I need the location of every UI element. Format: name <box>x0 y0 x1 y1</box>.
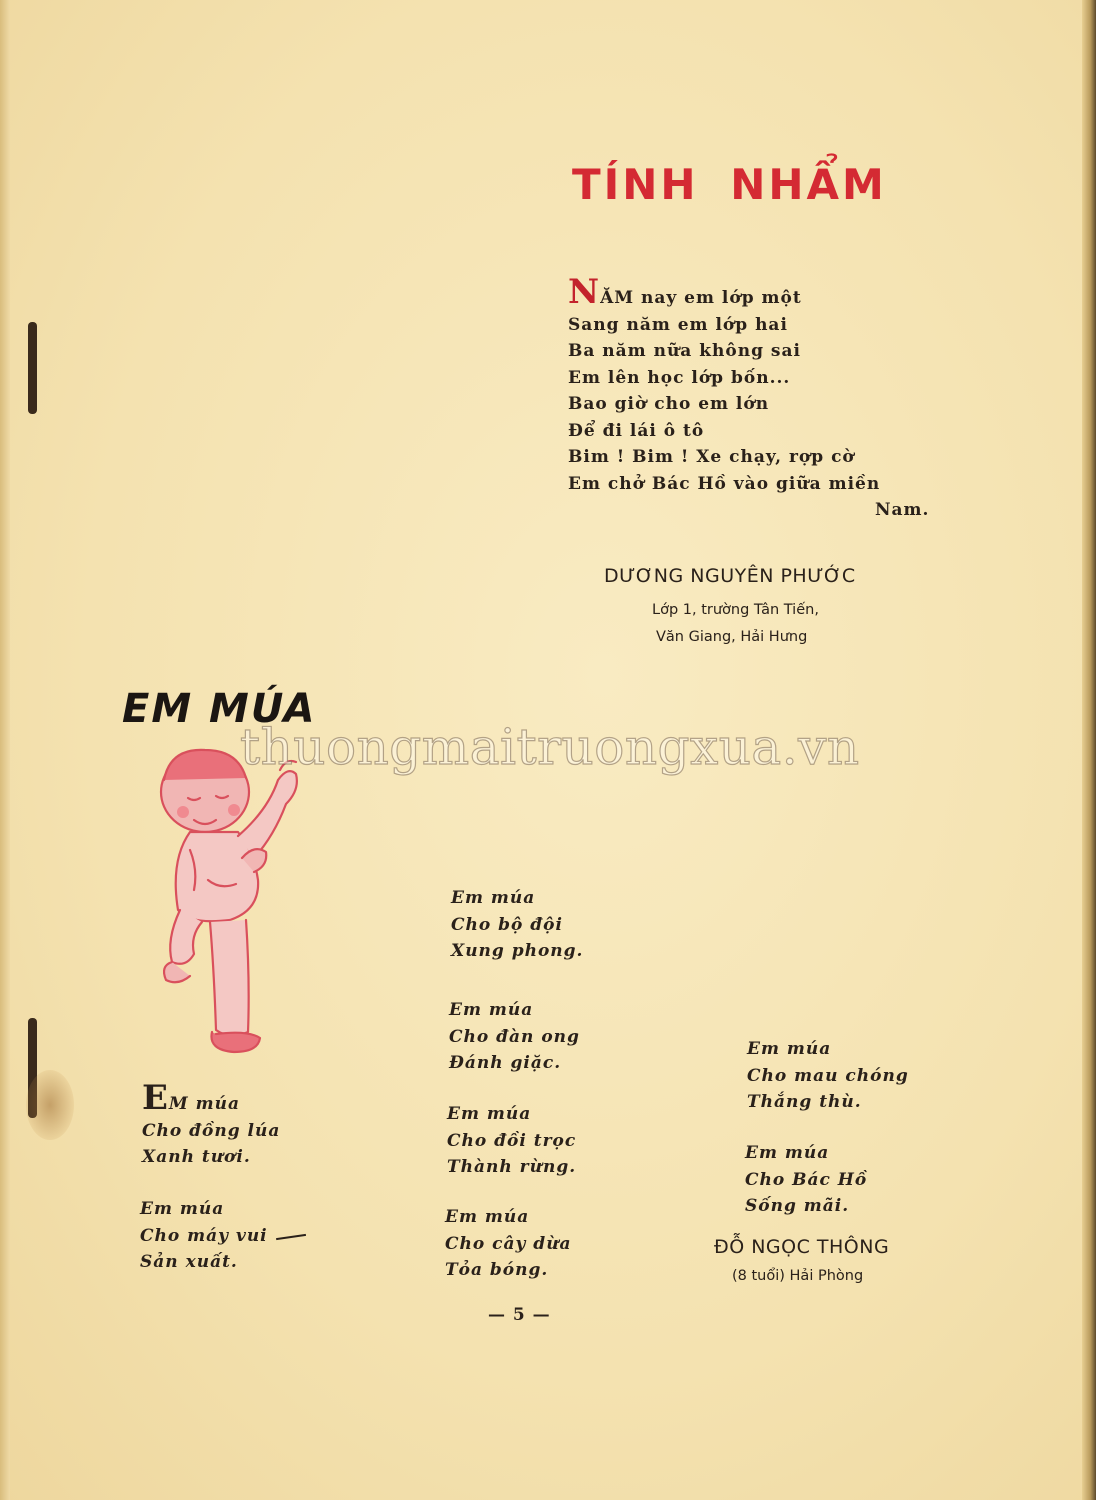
poem2-first-line: M múa <box>168 1094 241 1114</box>
poem1-line: Bao giờ cho em lớn <box>568 394 770 414</box>
poem2-line: Sống mãi. <box>745 1196 850 1216</box>
poem1-title: TÍNH NHẨM <box>572 160 887 209</box>
poem1-line <box>568 272 929 312</box>
poem1-author: DƯƠNG NGUYÊN PHƯỚC <box>604 565 856 587</box>
poem2-line: Em múa <box>447 1104 532 1124</box>
binding-staple-top <box>28 322 37 414</box>
poem2-line: Cho đàn ong <box>449 1026 580 1047</box>
poem1-last-word: Nam. <box>875 500 930 520</box>
page-right-edge <box>1082 0 1096 1500</box>
poem2-line: Thắng thù. <box>747 1092 862 1112</box>
poem1-body <box>568 272 930 524</box>
paper-stain <box>26 1070 74 1140</box>
poem2-line: Em múa <box>140 1199 225 1219</box>
poem2-line: Em múa <box>747 1039 832 1059</box>
poem2-stanza <box>449 997 580 1077</box>
poem2-line: Cho đồng lúa <box>142 1120 281 1141</box>
poem1-author-note <box>652 597 819 651</box>
poem2-line: Đánh giặc. <box>449 1053 562 1073</box>
poem2-title: EM MÚA <box>122 686 317 732</box>
poem2-author: ĐỖ NGỌC THÔNG <box>714 1236 890 1258</box>
poem2-stanza <box>140 1196 268 1276</box>
poem2-line: Cho cây dừa <box>445 1233 572 1254</box>
poem1-author-place: Văn Giang, Hải Hưng <box>656 629 808 645</box>
poem1-line: Để đi lái ô tô <box>568 420 705 441</box>
poem2-stanza <box>451 885 583 965</box>
poem2-line: Em múa <box>451 888 536 908</box>
poem1-line: Ba năm nữa không sai <box>568 341 801 361</box>
poem1-first-line: ĂM nay em lớp một <box>600 288 802 308</box>
poem2-stanza <box>745 1140 867 1220</box>
poem2-line: Em múa <box>449 1000 534 1020</box>
poem2-stanza <box>747 1036 909 1116</box>
poem1-line: Sang năm em lớp hai <box>568 314 788 335</box>
poem2-dropcap: E <box>142 1078 169 1118</box>
poem2-line: Xung phong. <box>451 941 584 961</box>
poem1-line: Bim ! Bim ! Xe chạy, rợp cờ <box>568 447 855 467</box>
poem1-line: Em lên học lớp bốn... <box>568 367 791 388</box>
poem2-line: Sản xuất. <box>140 1252 238 1272</box>
page-left-edge <box>0 0 10 1500</box>
poem2-stanza <box>447 1101 576 1181</box>
poem2-line: Em múa <box>745 1143 830 1163</box>
poem2-line: Thành rừng. <box>447 1157 577 1177</box>
poem1-line: Em chở Bác Hồ vào giữa miền <box>568 473 881 494</box>
poem2-line: Em múa <box>445 1207 530 1227</box>
dancing-child-illustration <box>150 740 310 1070</box>
poem2-line: Cho bộ đội <box>451 914 563 935</box>
poem2-line: Cho Bác Hồ <box>745 1169 868 1190</box>
poem2-line: Xanh tươi. <box>142 1147 251 1167</box>
poem2-line: Cho đồi trọc <box>447 1130 577 1151</box>
poem2-line: Tỏa bóng. <box>445 1260 549 1280</box>
poem2-line: Cho mau chóng <box>747 1065 909 1086</box>
poem2-line <box>142 1078 280 1118</box>
poem1-dropcap: N <box>568 272 601 312</box>
pencil-dash <box>276 1234 306 1240</box>
poem2-stanza <box>445 1204 572 1284</box>
poem2-stanza <box>142 1078 281 1171</box>
poem2-line: Cho máy vui <box>140 1225 268 1246</box>
page-number: — 5 — <box>488 1305 551 1325</box>
poem1-author-school: Lớp 1, trường Tân Tiến, <box>652 602 819 618</box>
watermark: thuongmaitruongxua.vn <box>240 718 860 776</box>
poem2-author-note: (8 tuổi) Hải Phòng <box>732 1268 864 1284</box>
